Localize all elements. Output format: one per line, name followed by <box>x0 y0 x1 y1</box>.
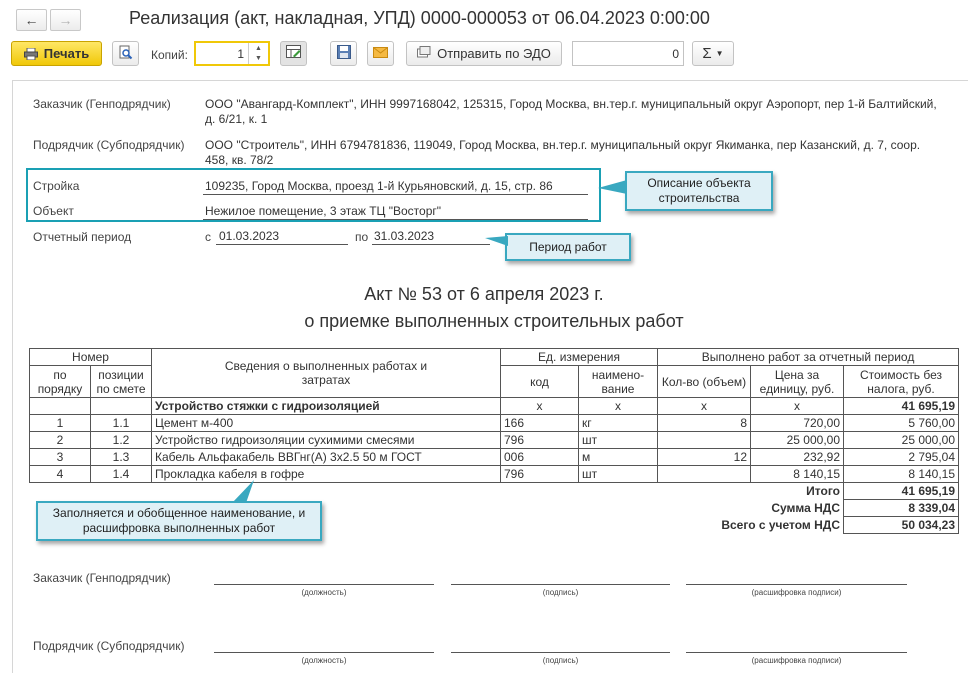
sigma-icon: Σ <box>702 45 712 62</box>
row-cost: 2 795,04 <box>844 449 959 466</box>
act-title: Акт № 53 от 6 апреля 2023 г. <box>364 284 604 304</box>
contractor-value: ООО "Строитель", ИНН 6794781836, 119049, Город Москва, вн.тер.г. муниципальный округ Якиманка, пер Казанский, д. 7, соор. 458, кв. 78/2 <box>205 138 921 167</box>
total-label: Итого <box>806 484 841 499</box>
arrow-right-icon: → <box>58 12 73 28</box>
row-position: 1.3 <box>91 449 152 466</box>
header-number: Номер <box>30 349 152 366</box>
row-position: 1.4 <box>91 466 152 483</box>
forward-button[interactable] <box>50 9 81 31</box>
back-button[interactable] <box>16 9 47 31</box>
period-from-value: 01.03.2023 <box>216 229 348 245</box>
callout-period <box>505 233 631 261</box>
row-cost: 8 140,15 <box>844 466 959 483</box>
callout-fill-note <box>36 501 322 541</box>
copies-label: Копий: <box>151 48 188 62</box>
row-unit: м <box>579 449 658 466</box>
header-done: Выполнено работ за отчетный период <box>658 349 959 366</box>
sign-contractor-decode-caption: (расшифровка подписи) <box>751 656 842 665</box>
group-name: Устройство стяжки с гидроизоляцией <box>152 398 501 415</box>
row-code: 796 <box>501 432 579 449</box>
header-estimate: позиции по смете <box>91 366 152 398</box>
object-value: Нежилое помещение, 3 этаж ТЦ "Восторг" <box>203 204 588 220</box>
table-row <box>30 432 959 449</box>
stepper-down-icon[interactable]: ▼ <box>255 54 262 62</box>
group-unit: х <box>579 398 658 415</box>
window-title: Реализация (акт, накладная, УПД) 0000-000053 от 06.04.2023 0:00:00 <box>129 8 710 28</box>
row-price: 8 140,15 <box>751 466 844 483</box>
stepper-up-icon[interactable]: ▲ <box>255 44 262 52</box>
sign-customer-decode-line <box>686 584 907 585</box>
row-number: 4 <box>30 466 91 483</box>
grand-total-value: 50 034,23 <box>844 517 959 534</box>
sum-menu-button[interactable] <box>692 41 734 66</box>
edit-table-icon <box>286 45 302 62</box>
table-group-row <box>30 398 959 415</box>
callout-period-text: Период работ <box>529 239 607 254</box>
customer-label: Заказчик (Генподрядчик) <box>33 97 171 111</box>
dropdown-arrow-icon: ▼ <box>715 49 724 58</box>
vat-label: Сумма НДС <box>771 501 841 515</box>
object-label: Объект <box>33 204 74 218</box>
magnifier-document-icon <box>119 45 133 63</box>
group-cost: 41 695,19 <box>844 398 959 415</box>
edit-mode-button[interactable] <box>280 41 307 66</box>
copies-field[interactable] <box>194 41 270 66</box>
callout-object-description <box>625 171 773 211</box>
row-cost: 25 000,00 <box>844 432 959 449</box>
copies-stepper[interactable] <box>248 43 268 64</box>
preview-button[interactable] <box>112 41 139 66</box>
print-label: Печать <box>43 46 90 61</box>
callout-pointer <box>226 480 256 504</box>
sign-customer-decode-caption: (расшифровка подписи) <box>751 588 842 597</box>
callout-fill-note-text: Заполняется и обобщенное наименование, и расшифровка выполненных работ <box>52 506 306 535</box>
header-info: Сведения о выполненных работах и затратах <box>152 349 501 398</box>
row-number: 2 <box>30 432 91 449</box>
header-cost: Стоимость без налога, руб. <box>844 366 959 398</box>
row-unit: кг <box>579 415 658 432</box>
row-qty: 12 <box>658 449 751 466</box>
edo-icon <box>417 46 431 62</box>
envelope-icon <box>373 46 388 61</box>
row-qty: 8 <box>658 415 751 432</box>
arrow-left-icon: ← <box>24 12 39 28</box>
period-label: Отчетный период <box>33 230 132 244</box>
row-code: 006 <box>501 449 579 466</box>
sign-customer-label: Заказчик (Генподрядчик) <box>33 571 171 585</box>
row-position: 1.1 <box>91 415 152 432</box>
copies-value: 1 <box>237 46 244 61</box>
period-to-value: 31.03.2023 <box>372 229 490 245</box>
group-qty: х <box>658 398 751 415</box>
contractor-label: Подрядчик (Субподрядчик) <box>33 138 185 152</box>
vat-value: 8 339,04 <box>844 500 959 517</box>
sign-contractor-signature-line <box>451 652 670 653</box>
row-position: 1.2 <box>91 432 152 449</box>
group-code: х <box>501 398 579 415</box>
header-code: код <box>501 366 579 398</box>
period-to-label: по <box>355 230 369 244</box>
row-code: 166 <box>501 415 579 432</box>
header-unit: Ед. измерения <box>501 349 658 366</box>
row-code: 796 <box>501 466 579 483</box>
group-price: х <box>751 398 844 415</box>
row-price: 720,00 <box>751 415 844 432</box>
sign-contractor-position-caption: (должность) <box>301 656 347 665</box>
floppy-disk-icon <box>337 45 351 62</box>
act-subtitle: о приемке выполненных строительных работ <box>304 311 684 331</box>
row-number: 3 <box>30 449 91 466</box>
save-button[interactable] <box>330 41 357 66</box>
row-qty <box>658 466 751 483</box>
table-row <box>30 466 959 483</box>
header-qty: Кол-во (объем) <box>658 366 751 398</box>
row-name: Устройство гидроизоляции сухимими смесями <box>152 432 501 449</box>
email-button[interactable] <box>367 41 394 66</box>
send-edo-label: Отправить по ЭДО <box>437 46 551 61</box>
sign-customer-position-line <box>214 584 434 585</box>
row-qty <box>658 432 751 449</box>
sign-customer-position-caption: (должность) <box>301 588 347 597</box>
sign-customer-signature-line <box>451 584 670 585</box>
row-cost: 5 760,00 <box>844 415 959 432</box>
header-unit-name: наимено- вание <box>579 366 658 398</box>
row-number: 1 <box>30 415 91 432</box>
row-unit: шт <box>579 432 658 449</box>
header-price: Цена за единицу, руб. <box>751 366 844 398</box>
sign-customer-signature-caption: (подпись) <box>542 588 579 597</box>
customer-value: ООО "Авангард-Комплект", ИНН 9997168042, 125315, Город Москва, вн.тер.г. муниципальный округ Аэропорт, пер 1-й Балтийский, д. 6/21, к. 1 <box>205 97 937 126</box>
row-price: 25 000,00 <box>751 432 844 449</box>
table-row <box>30 449 959 466</box>
site-label: Стройка <box>33 179 80 193</box>
send-edo-button[interactable] <box>406 41 562 66</box>
sign-contractor-position-line <box>214 652 434 653</box>
callout-pointer <box>598 178 628 198</box>
grand-total-label: Всего с учетом НДС <box>721 518 841 532</box>
sign-contractor-label: Подрядчик (Субподрядчик) <box>33 639 185 653</box>
table-row <box>30 415 959 432</box>
row-price: 232,92 <box>751 449 844 466</box>
sum-field[interactable]: 0 <box>572 41 684 66</box>
sign-contractor-decode-line <box>686 652 907 653</box>
row-unit: шт <box>579 466 658 483</box>
total-value: 41 695,19 <box>844 483 959 500</box>
period-from-label: с <box>205 230 211 244</box>
row-name: Цемент м-400 <box>152 415 501 432</box>
printer-icon <box>24 48 38 59</box>
site-value: 109235, Город Москва, проезд 1-й Курьяновский, д. 15, стр. 86 <box>203 179 588 195</box>
row-name: Прокладка кабеля в гофре <box>152 466 501 483</box>
sign-contractor-signature-caption: (подпись) <box>542 656 579 665</box>
header-order: по порядку <box>30 366 91 398</box>
row-name: Кабель Альфакабель ВВГнг(А) 3х2.5 50 м ГОСТ <box>152 449 501 466</box>
callout-object-description-text: Описание объекта строительства <box>647 176 751 205</box>
callout-pointer <box>485 233 509 249</box>
print-button[interactable] <box>11 41 102 66</box>
